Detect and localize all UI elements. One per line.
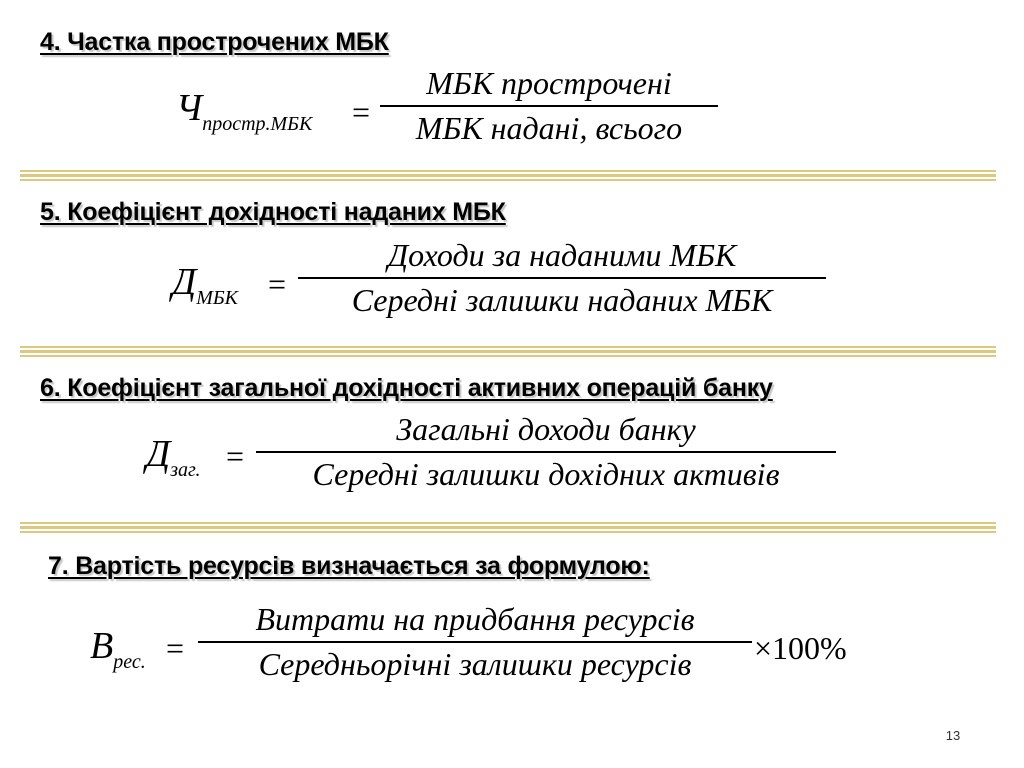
page-number: 13 <box>945 728 961 743</box>
formula-6-fraction <box>256 410 836 493</box>
section-5-heading: 5. Коефіцієнт дохідності наданих МБК <box>40 198 506 226</box>
formula-7-lhs-main: В <box>90 625 114 667</box>
formula-6-lhs-main: Д <box>146 433 171 475</box>
formula-5-lhs-subscript: МБК <box>196 287 238 309</box>
formula-5-numerator: Доходи за наданими МБК <box>387 237 737 273</box>
section-6-heading: 6. Коефіцієнт загальної дохідності активних операцій банку <box>40 374 773 402</box>
section-divider-3 <box>20 522 996 533</box>
formula-4-fraction-bar <box>380 105 718 107</box>
formula-7-fraction-bar <box>198 641 752 643</box>
formula-7-lhs <box>90 624 146 684</box>
section-divider-1 <box>20 170 996 181</box>
formula-6-numerator: Загальні доходи банку <box>396 411 696 447</box>
formula-7-numerator: Витрати на придбання ресурсів <box>255 601 695 637</box>
formula-7-equals: = <box>166 630 185 666</box>
formula-4-lhs-subscript: простр.МБК <box>202 113 313 135</box>
formula-6-equals: = <box>226 438 245 474</box>
section-4-heading: 4. Частка прострочених МБК <box>40 28 389 56</box>
formula-7-denominator: Середньорічні залишки ресурсів <box>258 646 692 682</box>
section-divider-2 <box>20 346 996 357</box>
formula-6-denominator: Середні залишки дохідних активів <box>312 456 780 492</box>
formula-5-lhs-main: Д <box>172 261 197 303</box>
formula-6-lhs <box>146 432 201 492</box>
formula-7-lhs-subscript: рес. <box>113 651 146 673</box>
formula-6-lhs-subscript: заг. <box>170 459 201 481</box>
formula-4-denominator: МБК надані, всього <box>415 110 683 146</box>
formula-5-equals: = <box>268 266 287 302</box>
formula-4-equals: = <box>352 94 371 130</box>
formula-4-lhs-main: Ч <box>176 87 203 129</box>
formula-5-fraction-bar <box>298 277 826 279</box>
formula-5-denominator: Середні залишки наданих МБК <box>351 282 773 318</box>
section-7-heading: 7. Вартість ресурсів визначається за формулою: <box>48 552 650 580</box>
formula-4-numerator: МБК прострочені <box>426 65 672 101</box>
formula-5-lhs <box>172 260 238 320</box>
formula-4-lhs <box>176 86 312 146</box>
formula-5-fraction <box>298 236 826 319</box>
formula-4-fraction <box>380 64 718 147</box>
formula-7-multiplier: ×100% <box>754 630 847 666</box>
formula-6-fraction-bar <box>256 451 836 453</box>
formula-7-fraction <box>198 600 752 683</box>
